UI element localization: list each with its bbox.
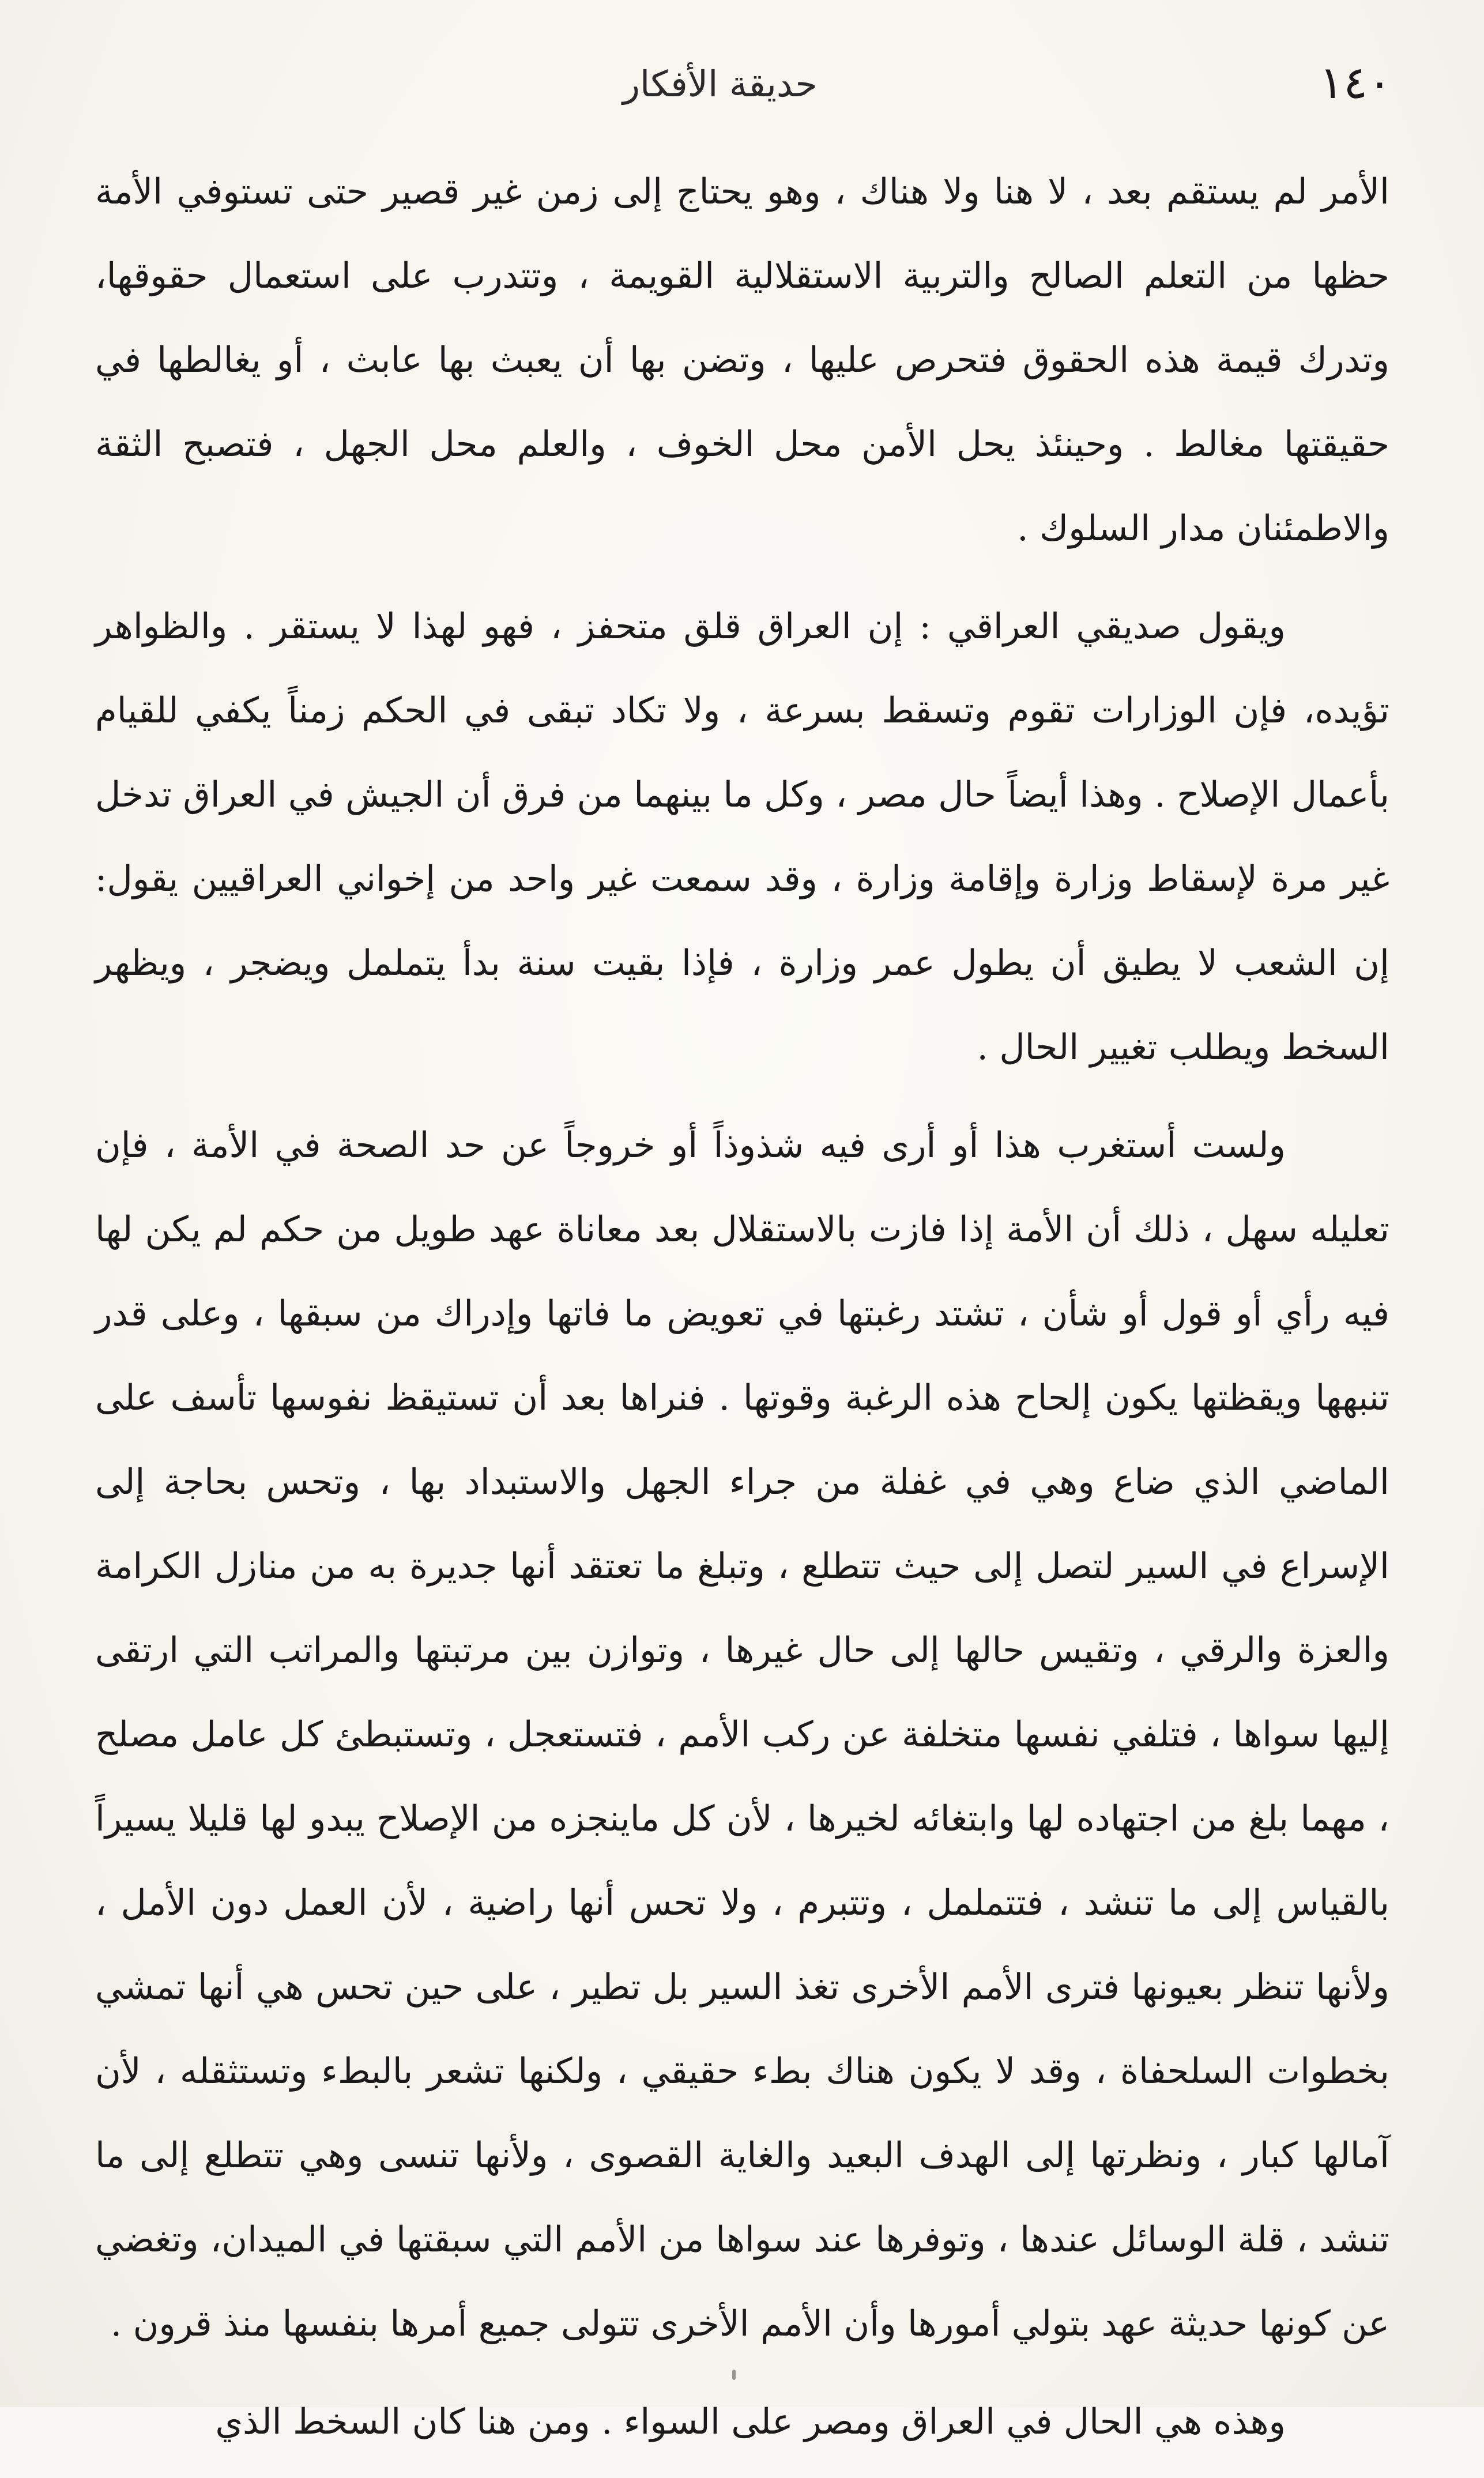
page-number: ١٤٠ bbox=[1319, 57, 1392, 109]
paragraph-1: الأمر لم يستقم بعد ، لا هنا ولا هناك ، وهو يحتاج إلى زمن غير قصير حتى تستوفي الأمة حظها من التعلم الصالح والتربية الاستقلالية القويمة ، وتتدرب على استعمال حقوقها، وتدرك قيمة هذه الحقوق فتحرص عليها ، وتضن بها أن يعبث بها عابث ، أو يغالطها في حقيقتها مغالط . وحينئذ يحل الأمن محل الخوف ، والعلم محل الجهل ، فتصبح الثقة والاطمئنان مدار السلوك . bbox=[95, 171, 1389, 549]
paragraph-4: وهذه هي الحال في العراق ومصر على السواء . ومن هنا كان السخط الذي bbox=[215, 2401, 1286, 2442]
body-text bbox=[95, 150, 1389, 2478]
scan-speck bbox=[732, 2370, 736, 2380]
running-title: حديقة الأفكار bbox=[623, 63, 818, 105]
paragraph-2: ويقول صديقي العراقي : إن العراق قلق متحفز ، فهو لهذا لا يستقر . والظواهر تؤيده، فإن الوزارات تقوم وتسقط بسرعة ، ولا تكاد تبقى في الحكم زمناً يكفي للقيام بأعمال الإصلاح . وهذا أيضاً حال مصر ، وكل ما بينهما من فرق أن الجيش في العراق تدخل غير مرة لإسقاط وزارة وإقامة وزارة ، وقد سمعت غير واحد من إخواني العراقيين يقول: إن الشعب لا يطيق أن يطول عمر وزارة ، فإذا بقيت سنة بدأ يتململ ويضجر ، ويظهر السخط ويطلب تغيير الحال . bbox=[95, 606, 1389, 1068]
paragraph-3: ولست أستغرب هذا أو أرى فيه شذوذاً أو خروجاً عن حد الصحة في الأمة ، فإن تعليله سهل ، ذلك أن الأمة إذا فازت بالاستقلال بعد معاناة عهد طويل من حكم لم يكن لها فيه رأي أو قول أو شأن ، تشتد رغبتها في تعويض ما فاتها وإدراك من سبقها ، وعلى قدر تنبهها ويقظتها يكون إلحاح هذه الرغبة وقوتها . فنراها بعد أن تستيقظ نفوسها تأسف على الماضي الذي ضاع وهي في غفلة من جراء الجهل والاستبداد بها ، وتحس بحاجة إلى الإسراع في السير لتصل إلى حيث تتطلع ، وتبلغ ما تعتقد أنها جديرة به من منازل الكرامة والعزة والرقي ، وتقيس حالها إلى حال غيرها ، وتوازن بين مرتبتها والمراتب التي ارتقى إليها سواها ، فتلفي نفسها متخلفة عن ركب الأمم ، فتستعجل ، وتستبطئ كل عامل مصلح ، مهما بلغ من اجتهاده لها وابتغائه لخيرها ، لأن كل ماينجزه من الإصلاح يبدو لها قليلا يسيراً بالقياس إلى ما تنشد ، فتتململ ، وتتبرم ، ولا تحس أنها راضية ، لأن العمل دون الأمل ، ولأنها تنظر بعيونها فترى الأمم الأخرى تغذ السير بل تطير ، على حين تحس هي أنها تمشي بخطوات السلحفاة ، وقد لا يكون هناك بطء حقيقي ، ولكنها تشعر بالبطء وتستثقله ، لأن آمالها كبار ، ونظرتها إلى الهدف البعيد والغاية القصوى ، ولأنها تنسى وهي تتطلع إلى ما تنشد ، قلة الوسائل عندها ، وتوفرها عند سواها من الأمم التي سبقتها في الميدان، وتغضي عن كونها حديثة عهد بتولي أمورها وأن الأمم الأخرى تتولى جميع أمرها بنفسها منذ قرون . bbox=[95, 1125, 1390, 2344]
page-header bbox=[0, 55, 1484, 124]
